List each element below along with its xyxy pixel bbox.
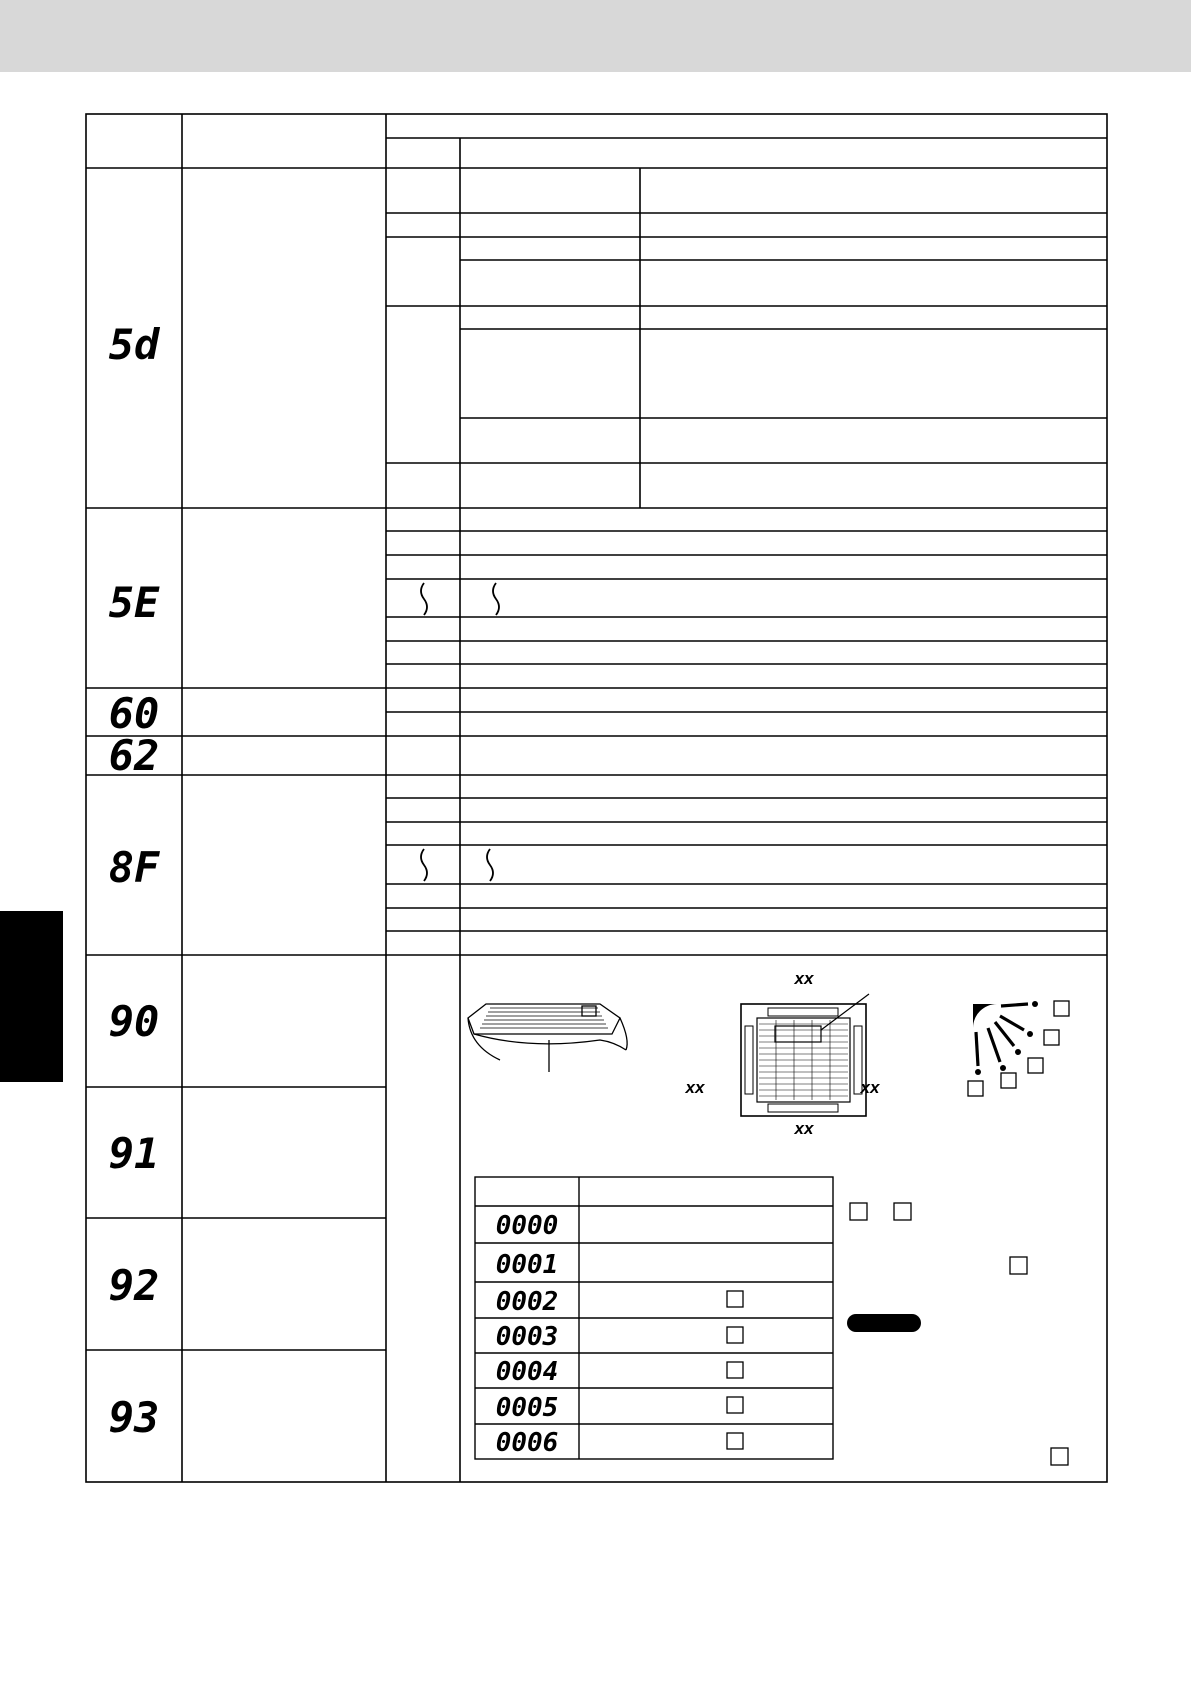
side-label-right: xx: [860, 1078, 880, 1097]
code-8f: 8F: [108, 843, 160, 892]
checkbox: [727, 1327, 743, 1343]
code-93: 93: [108, 1393, 160, 1442]
note-badge: [847, 1314, 921, 1332]
code-5d: 5d: [108, 320, 160, 369]
tilde-icon: [421, 849, 427, 881]
code-91: 91: [108, 1129, 160, 1178]
flap-position-box: [1028, 1058, 1043, 1073]
item-codes: [109, 320, 161, 1442]
flap-value-1: 0001: [495, 1250, 559, 1280]
flap-position-box: [1044, 1030, 1059, 1045]
checkbox: [850, 1203, 867, 1220]
flap-position-box: [1054, 1001, 1069, 1016]
flap-angle-diagram: [968, 1001, 1069, 1096]
notes-area: [847, 1203, 1068, 1465]
flap-value-0: 0000: [495, 1211, 559, 1241]
side-label-bottom: xx: [794, 1119, 814, 1138]
code-90: 90: [108, 997, 160, 1046]
code-5e: 5E: [108, 578, 160, 627]
side-label-left: xx: [685, 1078, 705, 1097]
flap-value-3: 0003: [495, 1322, 559, 1352]
checkbox: [727, 1291, 743, 1307]
flap-position-box: [1001, 1073, 1016, 1088]
flap-value-6: 0006: [495, 1428, 559, 1458]
panel-illustration: [468, 1004, 627, 1072]
checkbox: [727, 1397, 743, 1413]
tilde-icon: [487, 849, 493, 881]
tilde-icon: [421, 583, 427, 615]
checkbox: [727, 1433, 743, 1449]
checkbox: [727, 1362, 743, 1378]
table-grid: [86, 114, 1107, 1482]
flap-value-table: [475, 1177, 833, 1459]
side-label-top: xx: [794, 969, 814, 988]
tilde-icon: [493, 583, 499, 615]
code-92: 92: [108, 1261, 160, 1310]
checkbox: [1010, 1257, 1027, 1274]
flap-value-5: 0005: [495, 1393, 559, 1423]
flap-value-2: 0002: [495, 1287, 559, 1317]
code-60: 60: [108, 689, 160, 738]
checkbox: [894, 1203, 911, 1220]
flap-value-4: 0004: [495, 1357, 559, 1387]
ceiling-panel-top-view: [685, 969, 881, 1138]
checkbox: [1051, 1448, 1068, 1465]
flap-position-box: [968, 1081, 983, 1096]
code-62: 62: [108, 731, 160, 780]
